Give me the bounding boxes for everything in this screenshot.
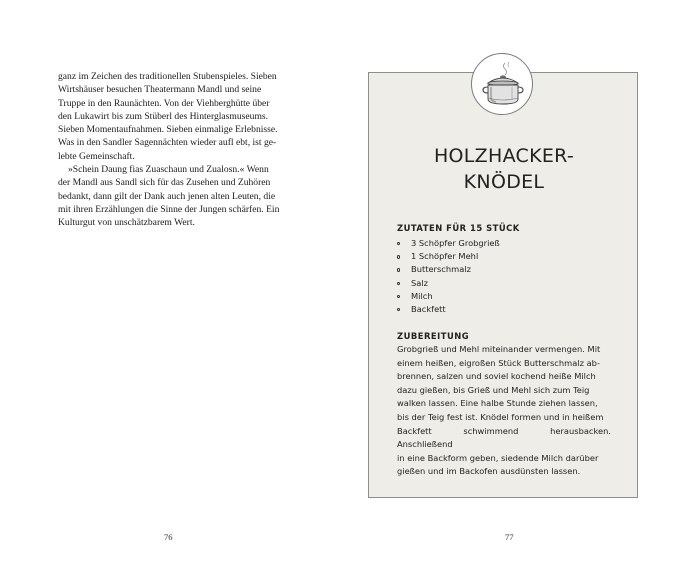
ingredient-item: Backfett: [397, 303, 500, 316]
ingredient-item: 3 Schöpfer Grobgrieß: [397, 237, 500, 250]
method-heading: ZUBEREITUNG: [397, 331, 470, 341]
method-text: Grobgrieß und Mehl miteinander vermengen. Mit einem heißen, eigroßen Stück Butterschmalz ab- brennen, salzen und soviel kochend heiße Milch dazu gießen, bis Grieß und Mehl sich zum Teig walken lassen. Eine halbe Stunde ziehen lassen, bis der Teig fest ist. Knödel formen und in heißem Backfett schwimmend herausbacken. Anschließend in eine Backform geben, siedende Milch darüber gießen und im Backofen ausdünsten lassen.: [397, 344, 611, 477]
cooking-pot-icon: [471, 53, 533, 115]
ingredients-list: [397, 237, 500, 316]
bullet-icon: [397, 308, 400, 311]
recipe-title-line-1: HOLZHACKER-: [433, 145, 575, 167]
left-paragraph-2: »Schein Daung fias Zuaschaun und Zualosn.« Wenn der Mandl aus Sandl sich für das Zusehen und Zuhören bedankt, dann gilt der Dank auch jenen alten Leuten, die mit ihren Erzählungen die Sinne der Jungen schärfen. Ein Kulturgut von unschätzbarem Wert.: [58, 164, 280, 229]
bullet-icon: [397, 282, 400, 285]
page-number-right: 77: [505, 532, 514, 542]
page-number-left: 76: [164, 532, 173, 542]
bullet-icon: [397, 295, 400, 298]
bullet-icon: [397, 242, 400, 245]
recipe-title: [369, 143, 639, 195]
bullet-icon: [397, 255, 400, 258]
ingredient-item: Milch: [397, 290, 500, 303]
recipe-card: [368, 72, 638, 498]
ingredient-item: 1 Schöpfer Mehl: [397, 250, 500, 263]
left-page-body: [58, 70, 298, 230]
left-paragraph-1: ganz im Zeichen des traditionellen Stubenspieles. Sieben Wirtshäuser besuchen Theatermann Mandl und seine Truppe in den Raunächten. Von der Viehberghütte über den Lukawirt bis zum Stüberl des Hinterglasmuseums. Sieben Momentaufnahmen. Sieben einmalige Erlebnisse. Was in den Sandler Sagennächten wieder aufl ebt, ist ge- lebte Gemeinschaft.: [58, 71, 278, 162]
ingredient-item: Salz: [397, 277, 500, 290]
ingredient-item: Butterschmalz: [397, 263, 500, 276]
ingredients-heading: ZUTATEN FÜR 15 STÜCK: [397, 223, 520, 233]
recipe-title-line-2: KNÖDEL: [463, 171, 545, 193]
bullet-icon: [397, 268, 400, 271]
